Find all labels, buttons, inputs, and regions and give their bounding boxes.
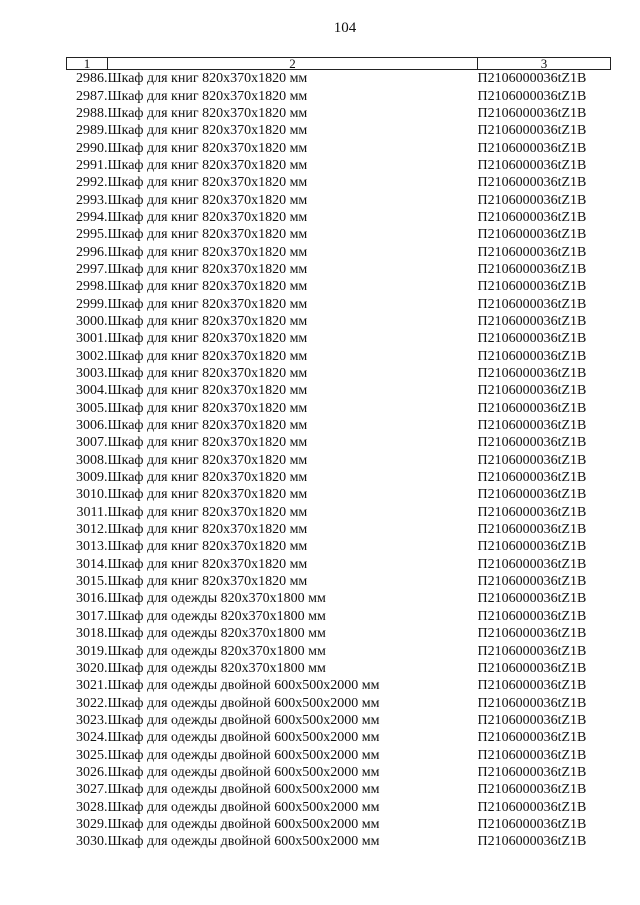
table-row <box>67 590 611 607</box>
item-name: Шкаф для книг 820x370x1820 мм <box>107 418 308 434</box>
item-code: П2106000036tZ1B <box>477 470 587 486</box>
item-name: Шкаф для книг 820x370x1820 мм <box>107 71 308 87</box>
column-header-3: 3 <box>478 58 611 70</box>
table-row <box>67 278 611 295</box>
item-code: П2106000036tZ1B <box>477 140 587 156</box>
item-code: П2106000036tZ1B <box>477 556 587 572</box>
item-code: П2106000036tZ1B <box>477 192 587 208</box>
item-code: П2106000036tZ1B <box>477 123 587 139</box>
item-code: П2106000036tZ1B <box>477 539 587 555</box>
table-row <box>67 521 611 538</box>
item-name: Шкаф для книг 820x370x1820 мм <box>107 123 308 139</box>
item-name: Шкаф для книг 820x370x1820 мм <box>107 88 308 104</box>
row-number: 3008. <box>76 452 108 468</box>
table-row <box>67 105 611 122</box>
item-code: П2106000036tZ1B <box>477 712 587 728</box>
column-header-2: 2 <box>108 58 478 70</box>
table-row <box>67 608 611 625</box>
row-number: 3025. <box>76 747 108 763</box>
item-code: П2106000036tZ1B <box>477 366 587 382</box>
item-name: Шкаф для книг 820x370x1820 мм <box>107 470 308 486</box>
table-row <box>67 746 611 763</box>
table-row <box>67 625 611 642</box>
table-row <box>67 157 611 174</box>
row-number: 3007. <box>76 435 108 451</box>
row-number: 3009. <box>76 470 108 486</box>
item-code: П2106000036tZ1B <box>477 782 587 798</box>
item-code: П2106000036tZ1B <box>477 504 587 520</box>
item-name: Шкаф для книг 820x370x1820 мм <box>107 539 308 555</box>
item-name: Шкаф для книг 820x370x1820 мм <box>107 261 308 277</box>
row-number: 2996. <box>76 244 108 260</box>
item-code: П2106000036tZ1B <box>477 660 587 676</box>
row-number: 3030. <box>76 834 108 850</box>
item-code: П2106000036tZ1B <box>477 695 587 711</box>
row-number: 3012. <box>76 522 108 538</box>
table-row <box>67 660 611 677</box>
table-row <box>67 833 611 850</box>
item-code: П2106000036tZ1B <box>477 591 587 607</box>
item-code: П2106000036tZ1B <box>477 816 587 832</box>
item-code: П2106000036tZ1B <box>477 279 587 295</box>
item-name: Шкаф для одежды двойной 600x500x2000 мм <box>107 816 380 832</box>
header-row <box>67 58 611 70</box>
item-name: Шкаф для книг 820x370x1820 мм <box>107 331 308 347</box>
item-name: Шкаф для одежды двойной 600x500x2000 мм <box>107 695 380 711</box>
item-code: П2106000036tZ1B <box>477 730 587 746</box>
table-row <box>67 573 611 590</box>
table-row <box>67 556 611 573</box>
table-row <box>67 504 611 521</box>
item-name: Шкаф для книг 820x370x1820 мм <box>107 366 308 382</box>
item-name: Шкаф для книг 820x370x1820 мм <box>107 556 308 572</box>
row-number: 2993. <box>76 192 108 208</box>
row-number: 3010. <box>76 487 108 503</box>
item-name: Шкаф для книг 820x370x1820 мм <box>107 574 308 590</box>
item-code: П2106000036tZ1B <box>477 834 587 850</box>
table-row <box>67 261 611 278</box>
row-number: 3015. <box>76 574 108 590</box>
table-row <box>67 642 611 659</box>
table-row <box>67 816 611 833</box>
row-number: 2989. <box>76 123 108 139</box>
row-number: 3011. <box>76 504 108 520</box>
row-number: 3022. <box>76 695 108 711</box>
table-row <box>67 729 611 746</box>
row-number: 3013. <box>76 539 108 555</box>
item-code: П2106000036tZ1B <box>477 175 587 191</box>
item-name: Шкаф для одежды двойной 600x500x2000 мм <box>107 678 380 694</box>
item-name: Шкаф для книг 820x370x1820 мм <box>107 192 308 208</box>
item-name: Шкаф для книг 820x370x1820 мм <box>107 522 308 538</box>
row-number: 2997. <box>76 261 108 277</box>
item-code: П2106000036tZ1B <box>477 574 587 590</box>
item-name: Шкаф для книг 820x370x1820 мм <box>107 140 308 156</box>
item-name: Шкаф для одежды 820x370x1800 мм <box>107 643 326 659</box>
item-name: Шкаф для одежды двойной 600x500x2000 мм <box>107 747 380 763</box>
table-row <box>67 677 611 694</box>
row-number: 3027. <box>76 782 108 798</box>
item-name: Шкаф для книг 820x370x1820 мм <box>107 105 308 121</box>
item-code: П2106000036tZ1B <box>477 105 587 121</box>
item-code: П2106000036tZ1B <box>477 643 587 659</box>
item-code: П2106000036tZ1B <box>477 383 587 399</box>
table-row <box>67 122 611 139</box>
table-row <box>67 434 611 451</box>
row-number: 3021. <box>76 678 108 694</box>
row-number: 3001. <box>76 331 108 347</box>
item-code: П2106000036tZ1B <box>477 348 587 364</box>
row-number: 2990. <box>76 140 108 156</box>
item-code: П2106000036tZ1B <box>477 331 587 347</box>
item-code: П2106000036tZ1B <box>477 157 587 173</box>
item-name: Шкаф для книг 820x370x1820 мм <box>107 279 308 295</box>
row-number: 2986. <box>76 71 108 87</box>
row-number: 2999. <box>76 296 108 312</box>
table-row <box>67 139 611 156</box>
row-number: 3000. <box>76 313 108 329</box>
item-name: Шкаф для книг 820x370x1820 мм <box>107 175 308 191</box>
row-number: 3005. <box>76 400 108 416</box>
item-code: П2106000036tZ1B <box>477 88 587 104</box>
item-code: П2106000036tZ1B <box>477 452 587 468</box>
item-code: П2106000036tZ1B <box>477 227 587 243</box>
item-name: Шкаф для одежды двойной 600x500x2000 мм <box>107 782 380 798</box>
item-name: Шкаф для книг 820x370x1820 мм <box>107 383 308 399</box>
item-name: Шкаф для одежды двойной 600x500x2000 мм <box>107 712 380 728</box>
table-row <box>67 486 611 503</box>
item-code: П2106000036tZ1B <box>477 435 587 451</box>
item-name: Шкаф для книг 820x370x1820 мм <box>107 487 308 503</box>
table-row <box>67 226 611 243</box>
item-code: П2106000036tZ1B <box>477 400 587 416</box>
item-name: Шкаф для книг 820x370x1820 мм <box>107 435 308 451</box>
table-row <box>67 174 611 191</box>
item-name: Шкаф для книг 820x370x1820 мм <box>107 244 308 260</box>
item-code: П2106000036tZ1B <box>477 296 587 312</box>
table-row <box>67 538 611 555</box>
row-number: 2988. <box>76 105 108 121</box>
item-name: Шкаф для книг 820x370x1820 мм <box>107 296 308 312</box>
row-number: 3024. <box>76 730 108 746</box>
item-code: П2106000036tZ1B <box>477 261 587 277</box>
item-name: Шкаф для книг 820x370x1820 мм <box>107 452 308 468</box>
item-code: П2106000036tZ1B <box>477 487 587 503</box>
table-row <box>67 313 611 330</box>
item-name: Шкаф для книг 820x370x1820 мм <box>107 209 308 225</box>
table-row <box>67 469 611 486</box>
row-number: 3006. <box>76 418 108 434</box>
row-number: 3014. <box>76 556 108 572</box>
item-name: Шкаф для одежды двойной 600x500x2000 мм <box>107 764 380 780</box>
table-row <box>67 330 611 347</box>
item-name: Шкаф для одежды двойной 600x500x2000 мм <box>107 834 380 850</box>
table-row <box>67 452 611 469</box>
table-row <box>67 191 611 208</box>
item-name: Шкаф для одежды двойной 600x500x2000 мм <box>107 799 380 815</box>
row-number: 3017. <box>76 608 108 624</box>
table-row <box>67 209 611 226</box>
row-number: 2987. <box>76 88 108 104</box>
item-code: П2106000036tZ1B <box>477 522 587 538</box>
item-code: П2106000036tZ1B <box>477 418 587 434</box>
table-row <box>67 400 611 417</box>
table-row <box>67 365 611 382</box>
row-number: 2998. <box>76 279 108 295</box>
item-code: П2106000036tZ1B <box>477 608 587 624</box>
row-number: 3018. <box>76 626 108 642</box>
row-number: 3028. <box>76 799 108 815</box>
item-name: Шкаф для книг 820x370x1820 мм <box>107 504 308 520</box>
row-number: 2995. <box>76 227 108 243</box>
item-name: Шкаф для книг 820x370x1820 мм <box>107 157 308 173</box>
row-number: 3023. <box>76 712 108 728</box>
item-code: П2106000036tZ1B <box>477 678 587 694</box>
item-name: Шкаф для книг 820x370x1820 мм <box>107 227 308 243</box>
item-code: П2106000036tZ1B <box>477 313 587 329</box>
row-number: 2994. <box>76 209 108 225</box>
item-name: Шкаф для книг 820x370x1820 мм <box>107 313 308 329</box>
row-number: 2992. <box>76 175 108 191</box>
item-code: П2106000036tZ1B <box>477 209 587 225</box>
table-row <box>67 348 611 365</box>
table-row <box>67 781 611 798</box>
table-row <box>67 295 611 312</box>
table-row <box>67 417 611 434</box>
table-row <box>67 764 611 781</box>
column-header-1: 1 <box>67 58 108 70</box>
item-name: Шкаф для книг 820x370x1820 мм <box>107 400 308 416</box>
item-code: П2106000036tZ1B <box>477 244 587 260</box>
table-row <box>67 382 611 399</box>
table-body <box>67 70 611 851</box>
table-row <box>67 243 611 260</box>
row-number: 3003. <box>76 366 108 382</box>
row-number: 3004. <box>76 383 108 399</box>
item-code: П2106000036tZ1B <box>477 799 587 815</box>
item-name: Шкаф для одежды 820x370x1800 мм <box>107 608 326 624</box>
row-number: 2991. <box>76 157 108 173</box>
table-row <box>67 70 611 88</box>
table-row <box>67 87 611 104</box>
row-number: 3016. <box>76 591 108 607</box>
item-code: П2106000036tZ1B <box>477 626 587 642</box>
item-name: Шкаф для одежды 820x370x1800 мм <box>107 660 326 676</box>
item-code: П2106000036tZ1B <box>477 764 587 780</box>
item-code: П2106000036tZ1B <box>477 71 587 87</box>
row-number: 3020. <box>76 660 108 676</box>
item-name: Шкаф для одежды 820x370x1800 мм <box>107 591 326 607</box>
row-number: 3002. <box>76 348 108 364</box>
page-number: 104 <box>333 20 357 36</box>
row-number: 3029. <box>76 816 108 832</box>
row-number: 3026. <box>76 764 108 780</box>
table-row <box>67 798 611 815</box>
item-name: Шкаф для одежды 820x370x1800 мм <box>107 626 326 642</box>
inventory-table <box>66 57 611 850</box>
row-number: 3019. <box>76 643 108 659</box>
item-name: Шкаф для книг 820x370x1820 мм <box>107 348 308 364</box>
item-name: Шкаф для одежды двойной 600x500x2000 мм <box>107 730 380 746</box>
item-code: П2106000036tZ1B <box>477 747 587 763</box>
table-row <box>67 712 611 729</box>
table-row <box>67 694 611 711</box>
